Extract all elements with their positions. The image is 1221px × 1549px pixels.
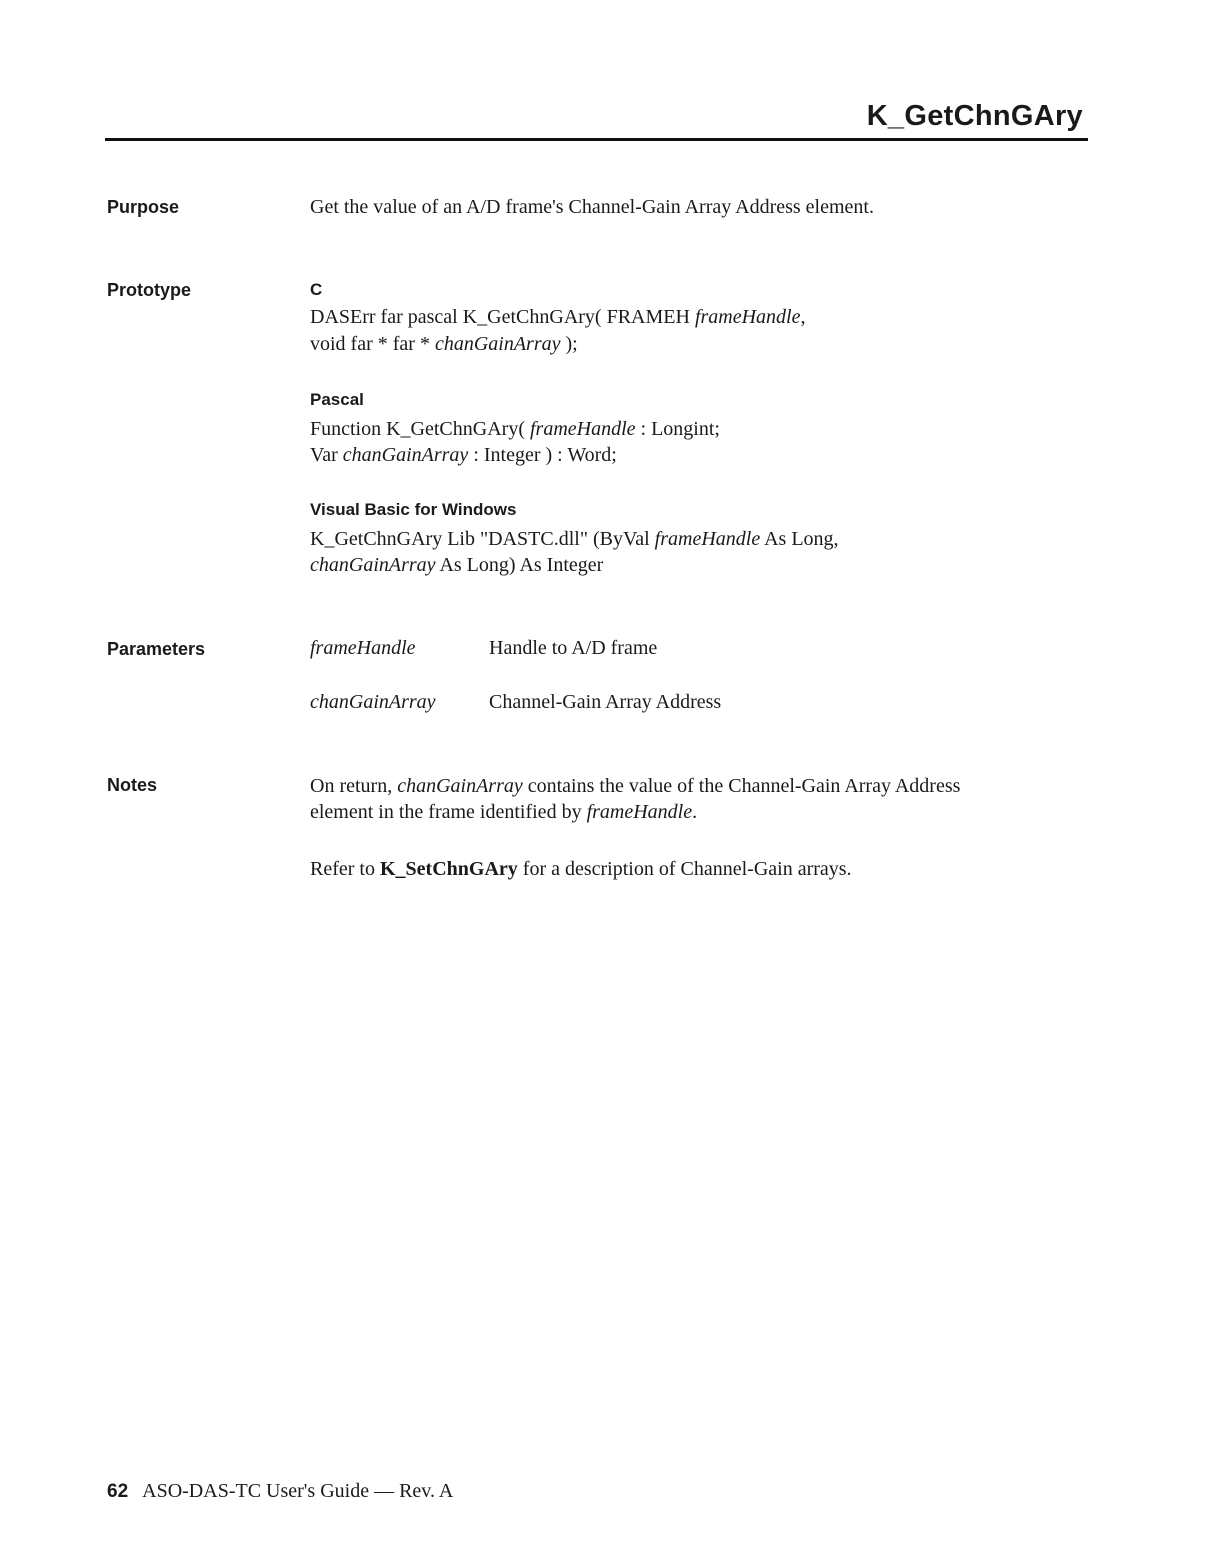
purpose-text: Get the value of an A/D frame's Channel-Gain Array Address element. — [310, 196, 874, 218]
param-name-chan-gain-array: chanGainArray — [310, 691, 436, 713]
page-title: K_GetChnGAry — [866, 100, 1083, 132]
param-name-frame-handle: frameHandle — [310, 637, 416, 659]
c-line1-text: DASErr far pascal K_GetChnGAry( FRAMEH — [310, 306, 695, 328]
notes-label: Notes — [107, 775, 158, 795]
vb-line2-param: chanGainArray — [310, 554, 436, 576]
pascal-line2-text: Var — [310, 444, 343, 466]
notes-p2-c: for a description of Channel-Gain arrays. — [517, 858, 852, 880]
page-footer — [107, 1480, 453, 1503]
footer-text: ASO-DAS-TC User's Guide — Rev. A — [142, 1480, 454, 1502]
vb-prototype-line-1 — [310, 528, 839, 551]
vb-heading: Visual Basic for Windows — [310, 500, 517, 519]
notes-paragraph-2 — [310, 856, 852, 882]
parameters-label: Parameters — [107, 639, 206, 659]
c-prototype-line-1 — [310, 306, 805, 329]
c-line1-param: frameHandle — [694, 306, 801, 328]
c-line2-end: ); — [560, 333, 578, 355]
c-prototype-line-2 — [310, 333, 578, 356]
pascal-heading: Pascal — [310, 390, 364, 409]
notes-paragraph-1 — [310, 773, 960, 825]
notes-p2-function-ref: K_SetChnGAry — [379, 858, 518, 880]
vb-line1-end: As Long, — [760, 528, 839, 550]
vb-line1-param: frameHandle — [654, 528, 761, 550]
vb-line2-end: As Long) As Integer — [435, 554, 604, 576]
notes-p1-a: On return, — [310, 775, 398, 797]
pascal-line1-end: : Longint; — [635, 418, 720, 440]
pascal-prototype-line-1 — [310, 418, 720, 441]
prototype-label: Prototype — [107, 280, 192, 300]
purpose-label: Purpose — [107, 197, 180, 217]
pascal-line1-param: frameHandle — [529, 418, 636, 440]
c-line2-text: void far * far * — [310, 333, 435, 355]
c-line2-param: chanGainArray — [434, 333, 561, 355]
pascal-prototype-line-2 — [310, 444, 617, 467]
notes-p1-d: element in the frame identified by — [310, 801, 587, 823]
vb-prototype-line-2 — [310, 554, 603, 577]
param-desc-frame-handle: Handle to A/D frame — [489, 637, 658, 659]
vb-line1-text: K_GetChnGAry Lib "DASTC.dll" (ByVal — [310, 528, 655, 550]
notes-p1-param-2: frameHandle — [586, 801, 693, 823]
c-line1-end: , — [800, 306, 806, 328]
title-rule — [105, 138, 1088, 141]
c-heading: C — [310, 280, 323, 299]
notes-p1-c: contains the value of the Channel-Gain Array Address — [522, 775, 961, 797]
notes-p1-param: chanGainArray — [397, 775, 523, 797]
pascal-line1-text: Function K_GetChnGAry( — [310, 418, 530, 440]
pascal-line2-param: chanGainArray — [342, 444, 469, 466]
param-desc-chan-gain-array: Channel-Gain Array Address — [489, 691, 722, 713]
pascal-line2-end: : Integer ) : Word; — [468, 444, 617, 466]
page-number: 62 — [107, 1481, 129, 1502]
notes-p2-a: Refer to — [310, 858, 380, 880]
notes-p1-f: . — [692, 801, 698, 823]
